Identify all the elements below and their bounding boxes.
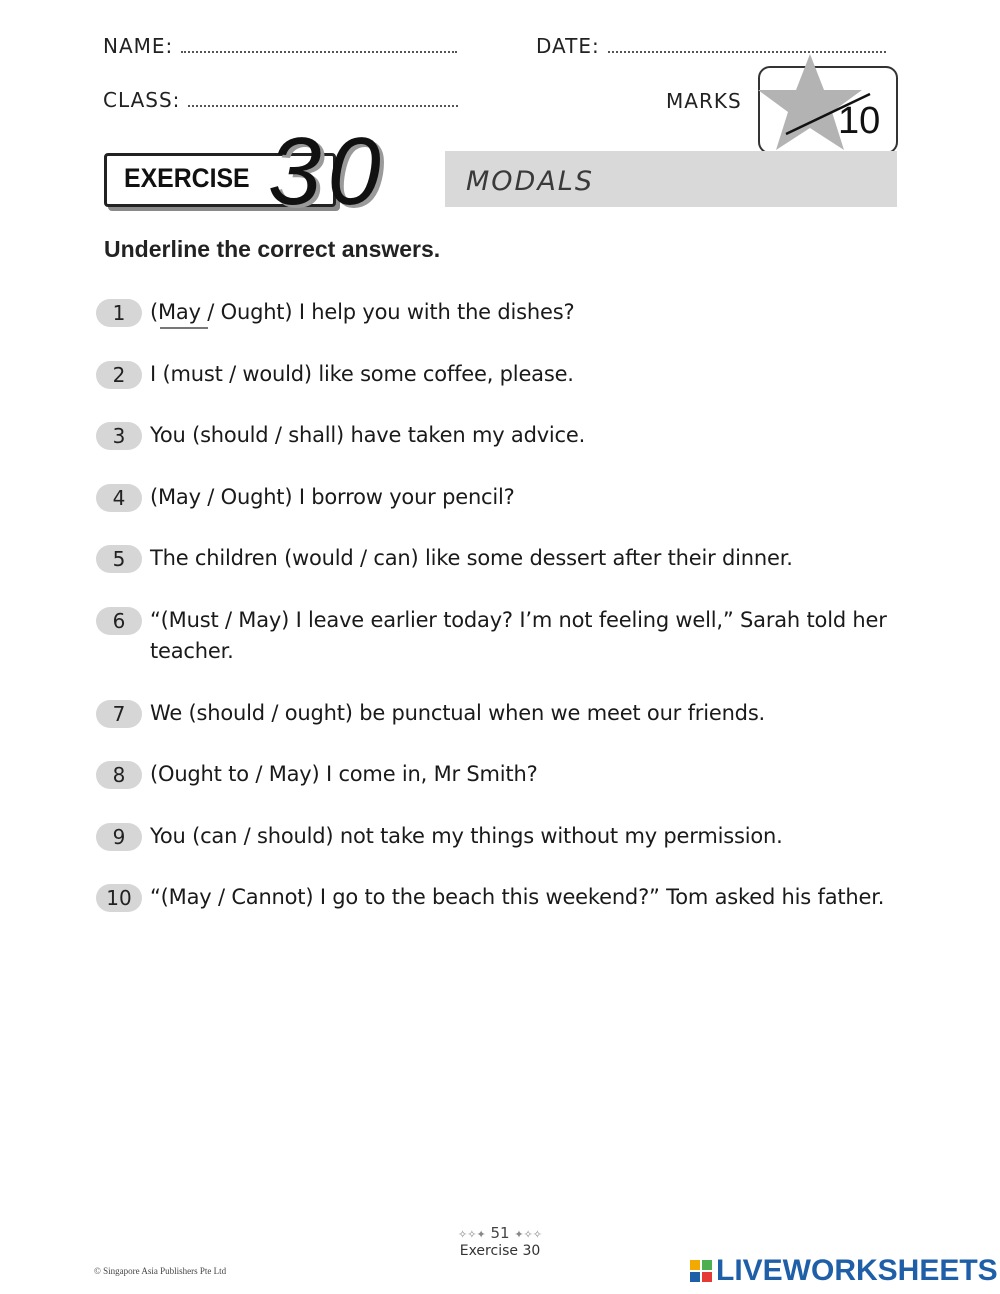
answer-underline-mark [160, 327, 208, 329]
question-text[interactable]: You (should / shall) have taken my advice. [150, 423, 586, 447]
topic-title: MODALS [466, 166, 594, 197]
name-field[interactable] [103, 34, 457, 58]
class-blank[interactable] [188, 101, 458, 107]
marks-label: MARKS [666, 89, 742, 113]
exercise-number [268, 118, 387, 225]
question-text[interactable]: (Ought to / May) I come in, Mr Smith? [150, 762, 538, 786]
liveworksheets-logo[interactable] [690, 1254, 998, 1288]
question-number-badge: 10 [96, 884, 142, 912]
exercise-number-text: 30 [268, 118, 387, 225]
question-6 [96, 605, 916, 667]
class-field[interactable] [103, 88, 458, 112]
copyright: © Singapore Asia Publishers Pte Ltd [94, 1266, 227, 1276]
question-number-badge: 9 [96, 823, 142, 851]
date-label: DATE: [536, 34, 600, 58]
question-5 [96, 543, 916, 574]
question-10 [96, 882, 916, 913]
question-1 [96, 297, 916, 328]
question-number-badge: 5 [96, 545, 142, 573]
question-number-badge: 4 [96, 484, 142, 512]
page-number [0, 1224, 1000, 1242]
question-text[interactable]: “(May / Cannot) I go to the beach this weekend?” Tom asked his father. [150, 885, 885, 909]
question-number-badge: 8 [96, 761, 142, 789]
question-number-badge: 6 [96, 607, 142, 635]
question-text[interactable]: We (should / ought) be punctual when we meet our friends. [150, 701, 766, 725]
footer-exercise-label: Exercise 30 [459, 1243, 541, 1259]
question-text[interactable]: “(Must / May) I leave earlier today? I’m not feeling well,” Sarah told her teacher. [150, 608, 887, 663]
question-4 [96, 482, 916, 513]
class-label: CLASS: [103, 88, 181, 112]
instruction: Underline the correct answers. [104, 236, 441, 262]
marks-total: 10 [838, 100, 881, 142]
logo-blocks-icon [690, 1260, 712, 1282]
question-text[interactable]: You (can / should) not take my things without my permission. [150, 824, 783, 848]
question-text[interactable]: (May / Ought) I help you with the dishes? [150, 300, 575, 324]
question-text[interactable]: I (must / would) like some coffee, please. [150, 362, 574, 386]
ornament-icon: ✧✧✦ [458, 1228, 486, 1241]
question-number-badge: 3 [96, 422, 142, 450]
question-2 [96, 359, 916, 390]
exercise-label: EXERCISE [124, 163, 250, 193]
name-blank[interactable] [181, 47, 457, 53]
question-number-badge: 7 [96, 700, 142, 728]
question-3 [96, 420, 916, 451]
question-7 [96, 698, 916, 729]
question-9 [96, 821, 916, 852]
name-label: NAME: [103, 34, 174, 58]
question-text[interactable]: The children (would / can) like some dessert after their dinner. [150, 546, 793, 570]
question-8 [96, 759, 916, 790]
question-number-badge: 1 [96, 299, 142, 327]
page-number-text: 51 [490, 1224, 510, 1242]
question-text[interactable]: (May / Ought) I borrow your pencil? [150, 485, 515, 509]
brand-name: LIVEWORKSHEETS [716, 1254, 998, 1287]
ornament-icon: ✦✧✧ [514, 1228, 542, 1241]
question-number-badge: 2 [96, 361, 142, 389]
